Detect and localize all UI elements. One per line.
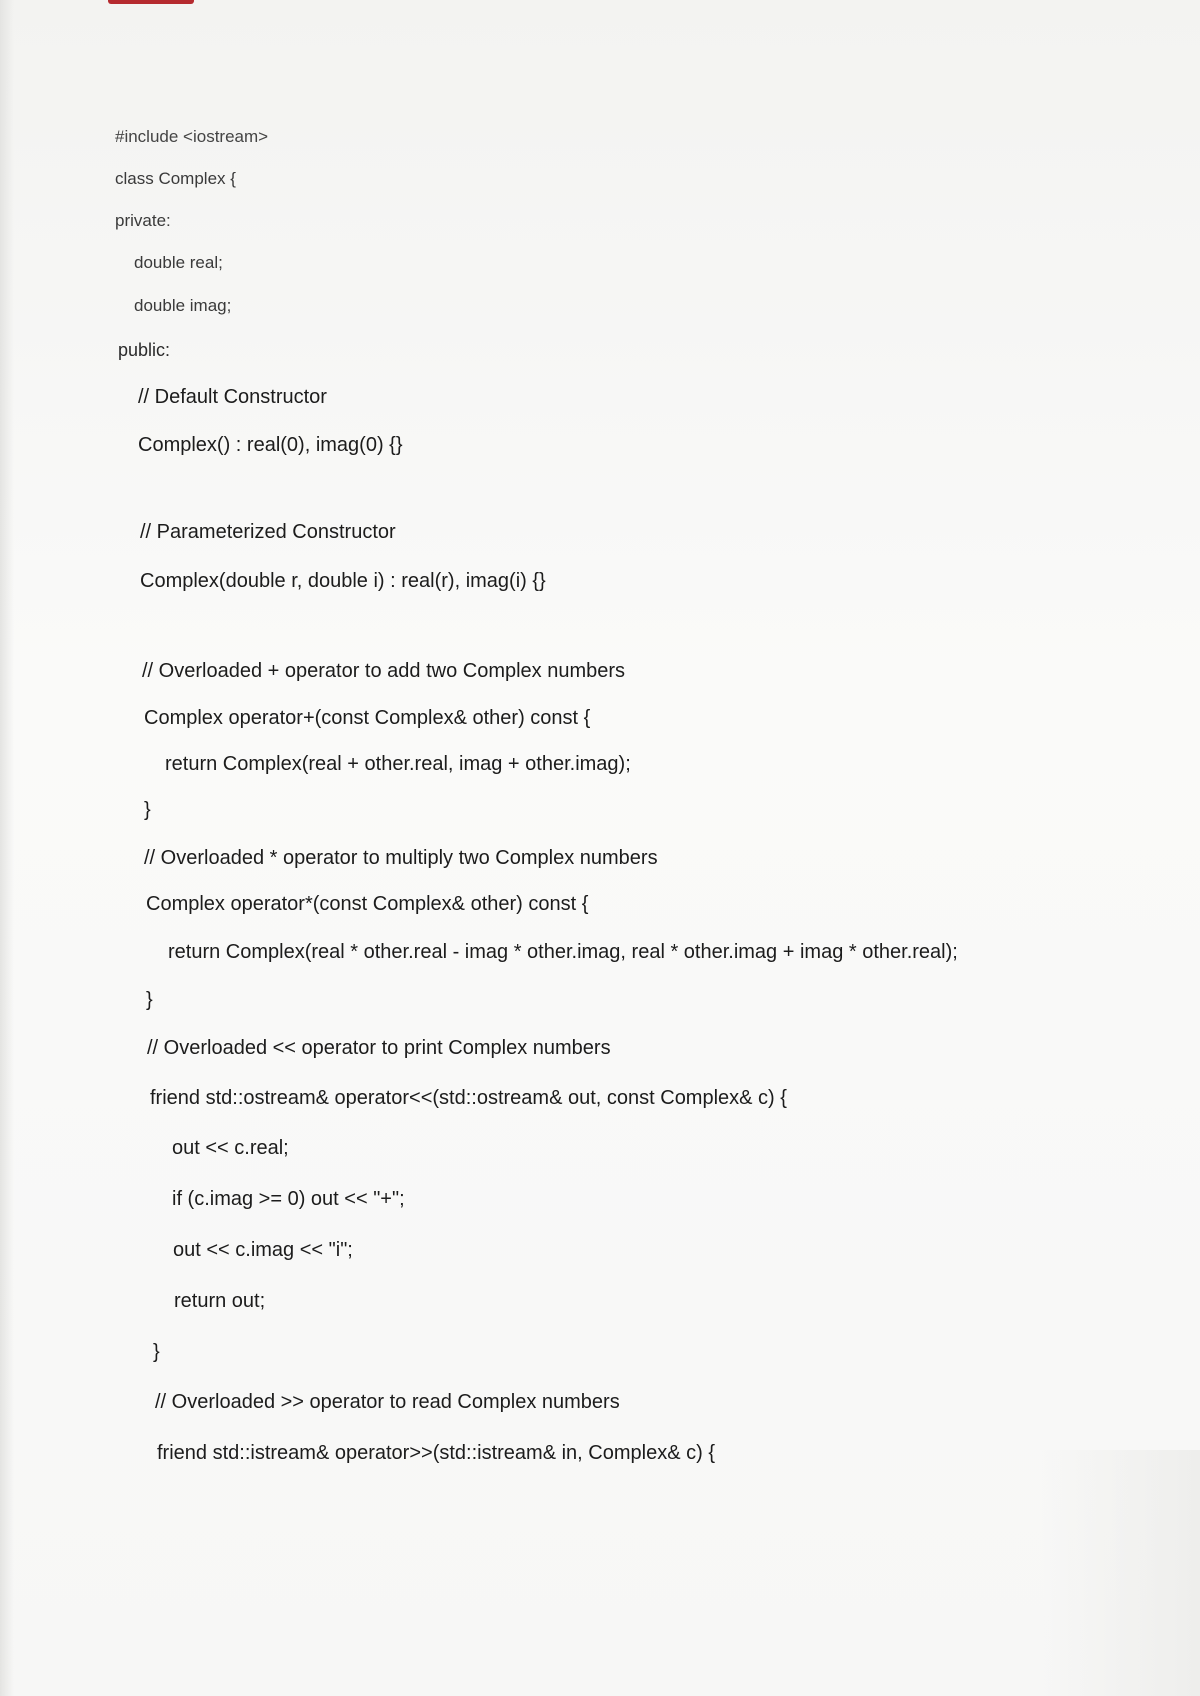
- code-line-multiply-return: return Complex(real * other.real - imag * other.imag, real * other.imag + imag * other.real);: [168, 941, 958, 963]
- code-line-double-imag: double imag;: [134, 296, 232, 315]
- code-line-class-decl: class Complex {: [115, 169, 236, 188]
- code-line-parameterized-constructor: Complex(double r, double i) : real(r), imag(i) {}: [140, 570, 546, 592]
- code-line-public: public:: [118, 340, 171, 360]
- scan-shadow-left: [0, 0, 14, 1696]
- code-comment-ostream-operator: // Overloaded << operator to print Complex numbers: [147, 1037, 611, 1059]
- code-comment-default-constructor: // Default Constructor: [138, 386, 327, 408]
- code-line-include: #include <iostream>: [115, 127, 269, 146]
- scan-shadow-right: [1040, 1450, 1200, 1696]
- code-line-ostream-operator: friend std::ostream& operator<<(std::ostream& out, const Complex& c) {: [150, 1087, 787, 1109]
- code-line-plus-close-brace: }: [144, 799, 151, 821]
- code-line-out-real: out << c.real;: [172, 1137, 289, 1159]
- code-line-multiply-close-brace: }: [146, 989, 153, 1011]
- code-comment-plus-operator: // Overloaded + operator to add two Complex numbers: [142, 660, 626, 682]
- red-tab-strip: [108, 0, 194, 4]
- code-line-plus-operator: Complex operator+(const Complex& other) const {: [144, 707, 591, 729]
- code-line-ostream-close-brace: }: [153, 1341, 160, 1363]
- code-comment-istream-operator: // Overloaded >> operator to read Complex numbers: [155, 1391, 620, 1413]
- code-comment-multiply-operator: // Overloaded * operator to multiply two Complex numbers: [144, 847, 658, 869]
- code-line-istream-operator: friend std::istream& operator>>(std::istream& in, Complex& c) {: [157, 1442, 715, 1464]
- code-line-default-constructor: Complex() : real(0), imag(0) {}: [138, 434, 403, 456]
- code-line-if-imag: if (c.imag >= 0) out << "+";: [172, 1188, 405, 1210]
- code-line-double-real: double real;: [134, 253, 223, 272]
- code-line-out-imag: out << c.imag << "i";: [173, 1239, 353, 1261]
- code-line-multiply-operator: Complex operator*(const Complex& other) const {: [146, 893, 589, 915]
- code-line-plus-return: return Complex(real + other.real, imag + other.imag);: [165, 753, 631, 775]
- code-comment-parameterized-constructor: // Parameterized Constructor: [140, 521, 396, 543]
- code-line-private: private:: [115, 211, 171, 230]
- code-line-return-out: return out;: [174, 1290, 266, 1312]
